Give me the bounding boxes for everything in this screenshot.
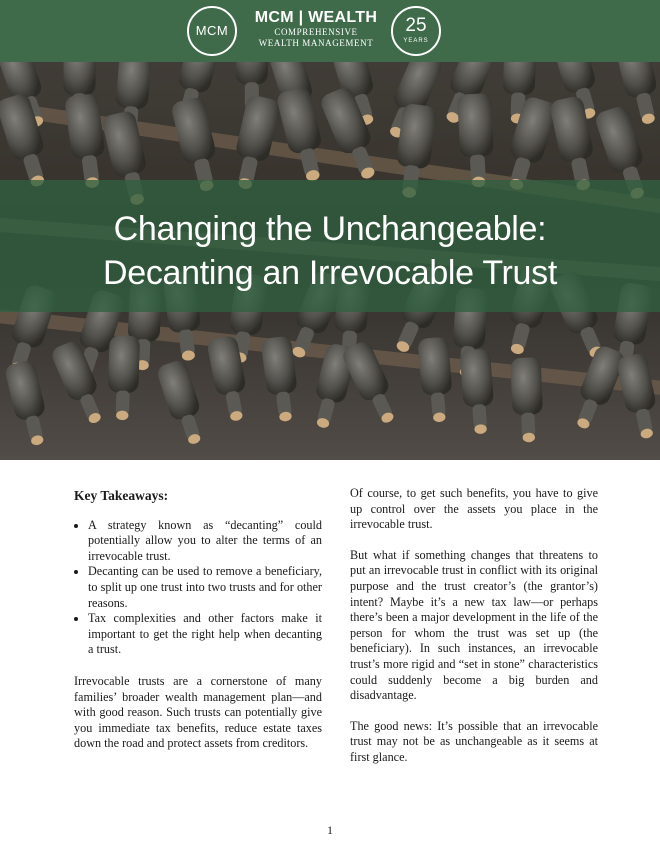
body-paragraph: The good news: It’s possible that an irrevocable trust may not be as unchangeable as it seems at first glance. <box>350 718 598 764</box>
brand-name: MCM | WEALTH <box>254 9 378 26</box>
brand-tagline-2: WEALTH MANAGEMENT <box>258 38 374 48</box>
title-band <box>0 180 660 312</box>
key-takeaways-heading: Key Takeaways: <box>74 488 169 503</box>
body-paragraph: But what if something changes that threatens to put an irrevocable trust in conflict with its original purpose and the trust creator’s (the grantor’s) intent? Maybe it’s a new tax law—or perhaps there’s been a major development in the life of the person for whom the trust was set up (the beneficiary). In such instances, an irrevocable trust’s more rigid and “set in stone” characteristics could suddenly become a big burden and disadvantage. <box>350 547 598 703</box>
brand-block <box>246 9 386 49</box>
right-column <box>350 486 598 781</box>
mcm-logo-icon <box>187 6 237 56</box>
anniversary-badge-icon <box>391 6 441 56</box>
body-paragraph: Of course, to get such benefits, you have to give up control over the assets you place in the irrevocable trust. <box>350 486 598 532</box>
list-item: • A strategy known as “decanting” could potentially allow you to alter the terms of an irrevocable trust. <box>88 518 322 565</box>
key-takeaways-list <box>74 518 322 658</box>
badge-number: 25 <box>405 15 427 36</box>
left-column <box>74 488 322 767</box>
title-line-1: Changing the Unchangeable: <box>113 210 547 248</box>
page-number: 1 <box>327 823 333 837</box>
brand-tagline-1: COMPREHENSIVE <box>274 27 358 37</box>
logo-text: MCM <box>195 23 229 38</box>
badge-text: YEARS <box>403 38 429 44</box>
list-item: • Tax complexities and other factors make it important to get the right help when decanting a trust. <box>88 611 322 658</box>
list-item: • Decanting can be used to remove a beneficiary, to split up one trust into two trusts and for other reasons. <box>88 564 322 611</box>
header-bar <box>0 0 660 62</box>
hero-image <box>0 62 660 460</box>
title-line-2: Decanting an Irrevocable Trust <box>102 254 558 292</box>
body-paragraph: Irrevocable trusts are a cornerstone of many families’ broader wealth management plan—and with good reason. Such trusts can potentially give you immediate tax benefits, reduce estate taxes down the road and protect assets from creditors. <box>74 673 322 751</box>
